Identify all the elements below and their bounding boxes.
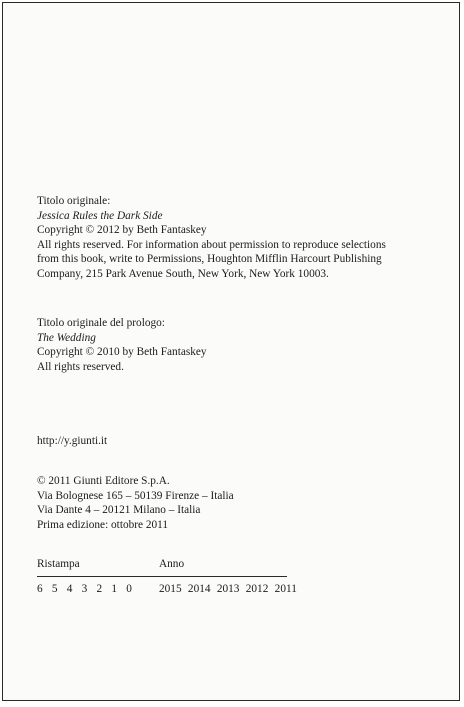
original-title-label: Titolo originale: <box>37 195 111 207</box>
prologue-title-block <box>37 316 437 374</box>
print-run-table <box>37 558 297 598</box>
prologue-copyright: Copyright © 2010 by Beth Fantaskey <box>37 346 207 359</box>
prologue-title: The Wedding <box>37 331 96 344</box>
publisher-block <box>37 474 437 532</box>
year-header: Anno <box>159 558 185 570</box>
rights-line-3: Company, 215 Park Avenue South, New York, New York 10003. <box>37 267 329 280</box>
original-copyright: Copyright © 2012 by Beth Fantaskey <box>37 224 207 237</box>
copyright-page <box>2 2 460 701</box>
prologue-rights: All rights reserved. <box>37 360 124 373</box>
website-url: http://y.giunti.it <box>37 435 108 447</box>
publisher-address-firenze: Via Bolognese 165 – 50139 Firenze – Italia <box>37 489 234 502</box>
original-title: Jessica Rules the Dark Side <box>37 209 163 222</box>
publisher-copyright: © 2011 Giunti Editore S.p.A. <box>37 475 170 487</box>
reprint-numbers: 6 5 4 3 2 1 0 <box>37 583 136 595</box>
website-block <box>37 434 437 449</box>
prologue-title-label: Titolo originale del prologo: <box>37 317 165 329</box>
publisher-address-milano: Via Dante 4 – 20121 Milano – Italia <box>37 504 201 517</box>
first-edition: Prima edizione: ottobre 2011 <box>37 518 169 531</box>
original-title-block <box>37 194 437 282</box>
rights-line-2: from this book, write to Permissions, Houghton Mifflin Harcourt Publishing <box>37 253 382 266</box>
table-rule <box>37 576 287 577</box>
reprint-header: Ristampa <box>37 558 80 570</box>
rights-line-1: All rights reserved. For information about permission to reproduce selections <box>37 238 386 251</box>
print-run-values <box>37 583 297 598</box>
print-run-header <box>37 558 287 573</box>
year-numbers: 2015 2014 2013 2012 2011 <box>159 583 297 595</box>
